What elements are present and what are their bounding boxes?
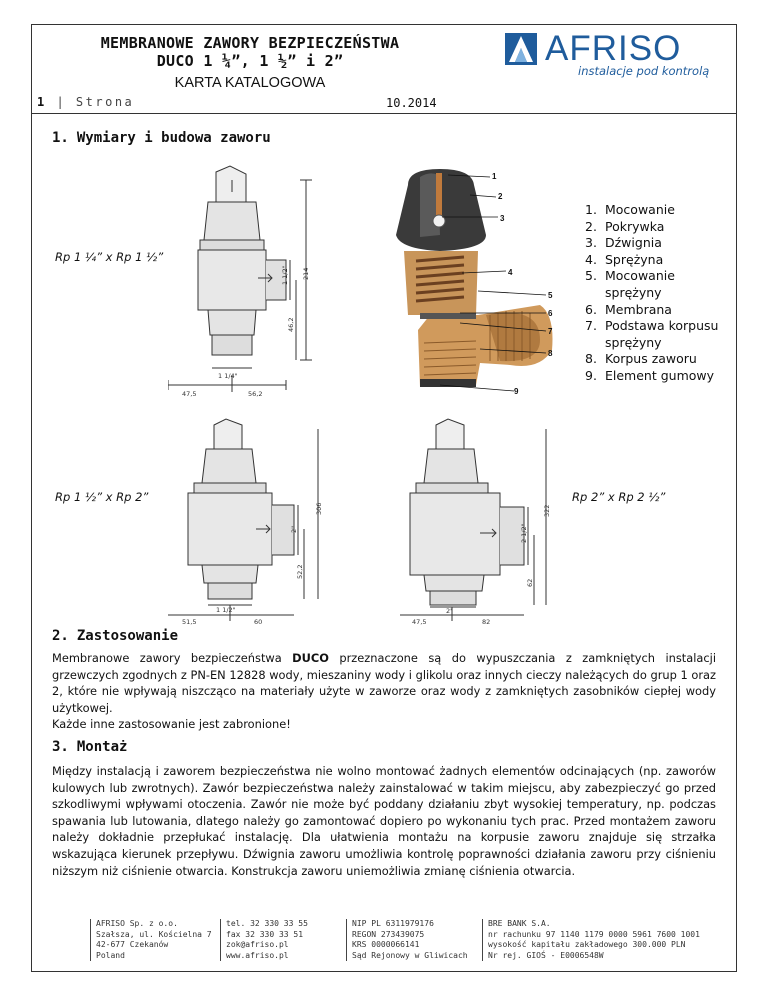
footer-line: Nr rej. GIOŚ - E0006548W (488, 950, 604, 960)
part-number: 6. (585, 301, 597, 317)
fig3-dim-w2: 82 (482, 618, 491, 625)
footer-bank (488, 919, 700, 961)
footer-line: wysokość kapitału zakładowego 300.000 PLN (488, 940, 686, 949)
part-number: 2. (585, 218, 597, 234)
figure-3-label: Rp 2” x Rp 2 ½” (572, 490, 666, 504)
document-date: 10.2014 (386, 96, 437, 110)
fig2-dim-h2: 52,2 (296, 564, 304, 579)
part-number: 1. (585, 202, 597, 217)
footer-registration (352, 919, 468, 961)
section-1-title: Wymiary i budowa zaworu (76, 130, 271, 146)
callout-9: 9 (514, 387, 519, 396)
callout-8: 8 (548, 349, 553, 358)
part-number: 8. (585, 351, 597, 367)
fig3-dim-port: 2" (446, 607, 454, 615)
parts-list-item (585, 368, 735, 385)
part-label: Korpus zaworu (605, 351, 697, 367)
callout-4: 4 (508, 268, 513, 277)
section-2-heading (52, 628, 178, 644)
part-number: 9. (585, 367, 597, 383)
page-number-value: 1 (37, 95, 47, 109)
valve-drawing-1 (168, 160, 328, 405)
section-2-text-end: przeznaczone są do wypuszczania z zamkniętych instalacji grzewczych zgodnych z PN-EN 12828 wody, mieszaniny wody i glikolu oraz innych cieczy należących do grup 1 oraz 2, które nie wpływają niszcząco na materiały użyte w zaworze oraz wody z zamkniętych zasobników ciepłej wody użytkowej. (52, 651, 716, 715)
part-label: Dźwignia (605, 235, 662, 251)
document-subtitle: KARTA KATALOGOWA (174, 75, 326, 91)
footer-line: Sąd Rejonowy w Gliwicach (352, 950, 468, 960)
callout-2: 2 (498, 192, 503, 201)
section-3-number: 3. (52, 739, 69, 755)
parts-list-item (585, 202, 735, 219)
figure-1-label: Rp 1 ¼” x Rp 1 ½” (55, 250, 164, 264)
section-2-number: 2. (52, 628, 69, 644)
title-line-1: MEMBRANOWE ZAWORY BEZPIECZEŃSTWA (100, 34, 400, 52)
callout-3: 3 (500, 214, 505, 223)
fig1-dim-w2: 56,2 (248, 390, 263, 398)
footer-line: www.afriso.pl (226, 950, 289, 960)
logo-tagline: instalacje pod kontrolą (578, 64, 710, 78)
fig2-dim-port: 1 1/2" (216, 606, 236, 614)
section-3-title: Montaż (76, 739, 128, 755)
title-line-2: DUCO 1 ¼”, 1 ½” i 2” (156, 52, 344, 70)
parts-list-item (585, 252, 735, 269)
valve-drawing-2 (168, 415, 338, 625)
logo-wordmark: AFRISO (545, 29, 682, 68)
callout-6: 6 (548, 309, 553, 318)
afriso-logo-mark-icon (505, 33, 537, 65)
callout-1: 1 (492, 172, 497, 181)
footer-line: fax 32 330 33 51 (226, 929, 304, 939)
fig2-dim-h: 306 (315, 502, 323, 515)
fig2-dim-w2: 60 (254, 618, 263, 625)
footer-line: Poland (96, 950, 125, 960)
fig1-dim-h: 214 (302, 267, 310, 280)
parts-list-item (585, 302, 735, 319)
fig1-dim-port: 1 1/4" (218, 372, 238, 380)
valve-drawing-3 (400, 415, 570, 625)
document-title (60, 34, 440, 70)
parts-list-item (585, 318, 735, 351)
part-label: Mocowanie (605, 202, 675, 217)
footer-line: tel. 32 330 33 55 (226, 919, 308, 928)
part-number: 3. (585, 235, 597, 251)
parts-list-item (585, 219, 735, 236)
part-number: 4. (585, 251, 597, 267)
footer-line: Szałsza, ul. Kościelna 7 (96, 929, 212, 939)
parts-list-item (585, 268, 735, 301)
footer-line: zok@afriso.pl (226, 940, 289, 949)
page-label: Strona (75, 95, 135, 109)
header-divider (31, 113, 737, 114)
section-2-title: Zastosowanie (76, 628, 179, 644)
section-1-number: 1. (52, 130, 69, 146)
footer-line: nr rachunku 97 1140 1179 0000 5961 7600 1001 (488, 929, 700, 939)
part-label: Element gumowy (605, 367, 715, 383)
part-number: 7. (585, 318, 597, 334)
fig3-dim-w1: 47,5 (412, 618, 427, 625)
figure-2-label: Rp 1 ½” x Rp 2” (55, 490, 149, 504)
fig1-dim-w1: 47,5 (182, 390, 197, 398)
section-3-paragraph: Między instalacją i zaworem bezpieczeństwa nie wolno montować żadnych elementów odcinających (np. zaworów kulowych lub zwrotnych). Zawór bezpieczeństwa należy zainstalować w takim miejscu, aby zabezpieczyć go przed szkodliwymi wpływami otoczenia. Zawór nie może być poddany działaniu zbyt wysokiej temperatury, np. podczas spawania lub lutowania, dlatego należy go zamontować dopiero po wykonaniu tych prac. Przed montażem zaworu należy dokładnie przepłukać instalację. Dla ułatwienia montażu na korpusie zaworu znajduje się strzałka wskazująca kierunek przepływu. Dźwignia zaworu umożliwia kontrolę poprawności działania zaworu przy ciśnieniu niższym niż ciśnienie otwarcia. Konstrukcja zaworu uniemożliwia zmianę ciśnienia otwarcia. (52, 764, 716, 878)
part-label: Pokrywka (605, 218, 665, 234)
footer-line: AFRISO Sp. z o.o. (96, 919, 178, 928)
footer-contact (226, 919, 308, 961)
fig3-dim-h2: 62 (526, 578, 534, 587)
fig3-dim-side: 2 1/2" (520, 523, 528, 543)
section-2-paragraph (52, 650, 716, 716)
part-number: 5. (585, 268, 597, 284)
fig2-dim-side: 2" (290, 525, 298, 533)
footer-line: 42-677 Czekanów (96, 940, 169, 949)
section-2-warning: Każde inne zastosowanie jest zabronione! (52, 717, 291, 731)
part-label: Podstawa korpusu sprężyny (605, 318, 719, 350)
section-3-heading (52, 739, 127, 755)
valve-cutaway-illustration (390, 165, 560, 400)
footer-address (96, 919, 212, 961)
footer-line: BRE BANK S.A. (488, 919, 551, 928)
footer-line: NIP PL 6311979176 (352, 919, 434, 928)
part-label: Membrana (605, 301, 672, 317)
section-2-text-start: Membranowe zawory bezpieczeństwa (52, 651, 293, 665)
fig1-dim-side: 1 1/2" (281, 265, 289, 285)
part-label: Sprężyna (605, 251, 664, 267)
parts-list-item (585, 235, 735, 252)
section-1-heading (52, 130, 271, 146)
fig1-dim-h2: 46,2 (287, 317, 295, 332)
fig3-dim-h: 322 (543, 504, 551, 517)
parts-list-item (585, 351, 735, 368)
footer-line: KRS 0000066141 (352, 940, 420, 949)
page-number: 1 | Strona (37, 95, 135, 109)
part-label: Mocowanie sprężyny (605, 268, 675, 300)
afriso-logo (505, 29, 710, 83)
product-name: DUCO (292, 651, 329, 665)
fig2-dim-w1: 51,5 (182, 618, 197, 625)
callout-5: 5 (548, 291, 553, 300)
parts-list (585, 202, 735, 385)
footer-line: REGON 273439075 (352, 929, 425, 939)
callout-7: 7 (548, 327, 553, 336)
